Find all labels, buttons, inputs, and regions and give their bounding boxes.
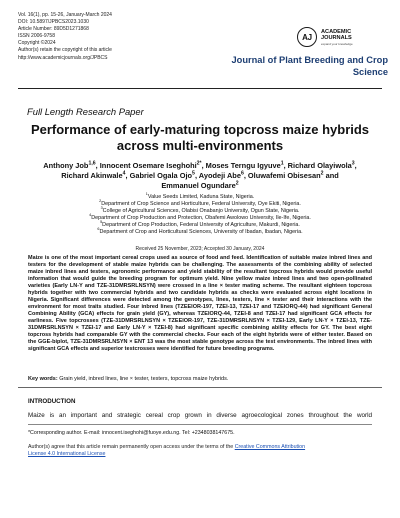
publisher-name: ACADEMIC JOURNALS [321,29,352,42]
keywords-text: Grain yield, inbred lines, line × tester, testers, topcross maize hybrids. [59,376,229,382]
received-accepted-dates: Received 25 November, 2023; Accepted 30 January, 2024 [135,246,265,252]
corresponding-author-note: *Corresponding author. E-mail: innocent.iseghohi@fuoye.edu.ng. Tel: +2348038147675. [28,430,235,436]
footnote-divider [28,424,372,425]
license-link[interactable]: License 4.0 International License [28,451,106,457]
publisher-logo [297,27,387,49]
publisher-tagline: expand your knowledge [321,42,353,46]
introduction-text: Maize is an important and strategic cereal crop grown in diverse agroecological zones throughout the world [28,412,372,419]
meta-line: Vol. 16(1), pp. 15-26, January-March 2024 [18,12,112,18]
publisher-logo-icon: AJ [297,27,317,47]
keywords-divider [18,387,382,388]
author-line: Richard Akinwale$^4$, Gabriel Ogala Ojo$^5$, Ayodeji Abe$^6$, Oluwafemi Obisesan$^2$ and [61,170,339,180]
journal-title: Journal of Plant Breeding and Crop Science [231,55,388,77]
author-list [18,161,382,191]
meta-line: DOI: 10.5897/JPBCS2023.1030 [18,19,89,26]
keywords [28,376,372,383]
affiliation: $^4$Department of Crop Production and Protection, Obafemi Awolowo University, Ile-Ife, Nigeria. [89,213,311,222]
paper-title: Performance of early-maturing topcross maize hybrids across multi-environments [30,122,370,153]
affiliation: $^2$Department of Crop Science and Horticulture, Federal University, Oye Ekiti, Nigeria. [99,199,301,208]
meta-line: http://www.academicjournals.org/JPBCS [18,54,108,61]
affiliation: $^1$Value Seeds Limited, Kaduna State, Nigeria. [145,192,255,200]
author-line: Emmanuel Ogundare$^2$ [161,180,239,190]
meta-line: Copyright ©2024 [18,40,56,47]
meta-line: Author(s) retain the copyright of this article [18,47,112,54]
author-line: Anthony Job$^{1,6}$, Innocent Osemare Iseghohi$^{2*}$, Moses Terngu Igyuve$^1$, Richard Olayiwola$^3$, [43,160,357,170]
affiliations [18,194,382,237]
section-heading-introduction: INTRODUCTION [28,398,76,405]
affiliation: $^3$College of Agricultural Sciences, Olabisi Onabanjo University, Ogun State, Nigeria. [100,206,300,215]
meta-line: ISSN 2006-9758 [18,33,55,40]
affiliation: $^5$Department of Crop Production, Federal University of Agriculture, Makurdi, Nigeria. [100,220,300,229]
license-link[interactable]: Creative Commons Attribution [234,444,306,450]
meta-line: Article Number: 89D5D1271868 [18,26,89,33]
abstract: Maize is one of the most important cereal crops used as source of food and feed. Identification of suitable maize inbred lines and testers for the development of stable maize hybrids can be challenging. The assessments of the combining ability of selected maize inbred lines and testers, agronomic performance and yield stability of the resultant topcross hybrids would provide useful information that would guide the breeding program for optimum yield. Nine yellow maize inbred lines and two open-pollinated varieties (Early LN-Y and TZE-31DMRSRLNSYN) were crossed in a line × tester mating scheme. The resultant eighteen topcross hybrids together with two commercial hybrids and two candidate hybrids as checks were evaluated across eight locations in Nigeria. Significant differences were detected among the genotypes, lines, testers, line × tester and their interactions with the environment for most traits studied. Four inbred lines (TZEEIOR-197, TZEI-13, TZEI-17 and TZEIORQ-44) had significant General Combining Ability (GCA) effects for grain yield (GY), whereas TZEIORQ-44, TZEI-8 and TZEI-17 had significant GCA effects for earliness. Five topcrosses (TZE-31DMRSRLNSYN × TZEEIOR-197, TZE-31DMRSRLNSYN × TZEI-129, Early LN-Y × TZEI-13, TZE-31DMRSRLNSYN × TZEI-17 and Early LN-Y × TZEI-8) had significant specific combining ability effects for GY. The best eight topcross hybrids had comparable GY with the commercial checks. Four each of the eight hybrids were of either tester. Based on the GGE-biplot, TZE-31DMRSRLNSYN × ENT 13 was the most stable genotype across the test environments. The inbred lines with significant GCA effects and superior testcrosses were identified for future breeding programs. [28,255,372,352]
affiliation: $^6$Department of Crop and Horticultural Sciences, University of Ibadan, Ibadan, Nigeria. [97,227,303,236]
license-note: Author(s) agree that this article remain permanently open access under the terms of the Creative Commons Attribution License 4.0 International License [28,444,306,457]
article-type: Full Length Research Paper [27,106,144,117]
article-meta [18,12,218,62]
keywords-label: Key words: [28,376,58,382]
header-divider [18,88,382,89]
